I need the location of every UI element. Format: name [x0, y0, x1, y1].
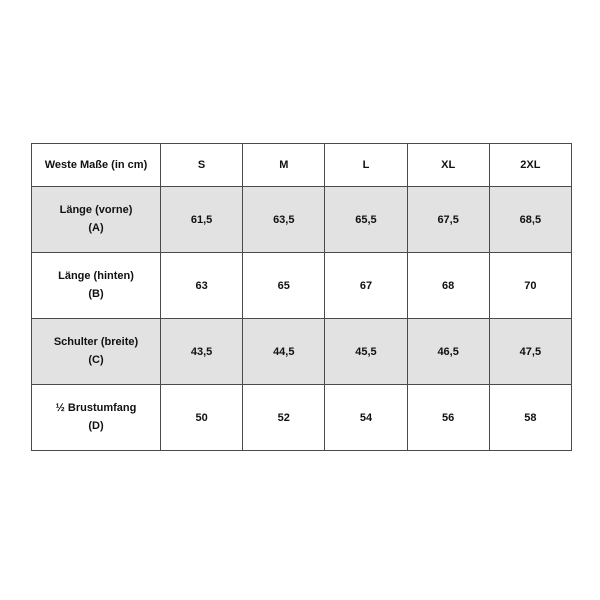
measurement-cell: 50	[161, 385, 243, 451]
measurement-cell: 44,5	[243, 319, 325, 385]
measurement-cell: 65,5	[325, 187, 407, 253]
row-label-text: Länge (vorne)	[59, 204, 133, 217]
row-label-text: ½ Brustumfang	[55, 402, 137, 415]
measurement-cell: 58	[489, 385, 571, 451]
measurement-cell: 45,5	[325, 319, 407, 385]
row-label-code: (A)	[88, 221, 104, 234]
row-label-code: (C)	[88, 353, 104, 366]
row-label	[32, 268, 160, 302]
measurement-cell: 61,5	[161, 187, 243, 253]
measurement-cell: 65	[243, 253, 325, 319]
measurement-cell: 63,5	[243, 187, 325, 253]
measurement-cell: 63	[161, 253, 243, 319]
measurement-cell: 43,5	[161, 319, 243, 385]
measurement-cell: 68,5	[489, 187, 571, 253]
row-label-code: (D)	[88, 419, 104, 432]
size-chart	[31, 143, 572, 451]
measurement-cell: 46,5	[407, 319, 489, 385]
measurement-cell: 68	[407, 253, 489, 319]
size-header-l: L	[325, 144, 407, 187]
row-label	[32, 334, 160, 368]
measurement-cell: 67,5	[407, 187, 489, 253]
row-label-text: Länge (hinten)	[58, 270, 134, 283]
row-label-code: (B)	[88, 287, 104, 300]
row-label	[32, 202, 160, 236]
size-header-2xl: 2XL	[489, 144, 571, 187]
table-row-schulter	[32, 319, 572, 385]
measurement-cell: 70	[489, 253, 571, 319]
row-label	[32, 400, 160, 434]
measurement-cell: 67	[325, 253, 407, 319]
table-row-laenge-vorne	[32, 187, 572, 253]
table-title-cell: Weste Maße (in cm)	[32, 144, 161, 187]
measurement-cell: 52	[243, 385, 325, 451]
measurement-cell: 54	[325, 385, 407, 451]
measurement-cell: 56	[407, 385, 489, 451]
table-row-laenge-hinten	[32, 253, 572, 319]
size-table	[31, 143, 572, 451]
table-row-brustumfang	[32, 385, 572, 451]
measurement-cell: 47,5	[489, 319, 571, 385]
size-header-xl: XL	[407, 144, 489, 187]
size-header-s: S	[161, 144, 243, 187]
row-label-text: Schulter (breite)	[53, 336, 139, 349]
size-header-m: M	[243, 144, 325, 187]
table-header-row	[32, 144, 572, 187]
